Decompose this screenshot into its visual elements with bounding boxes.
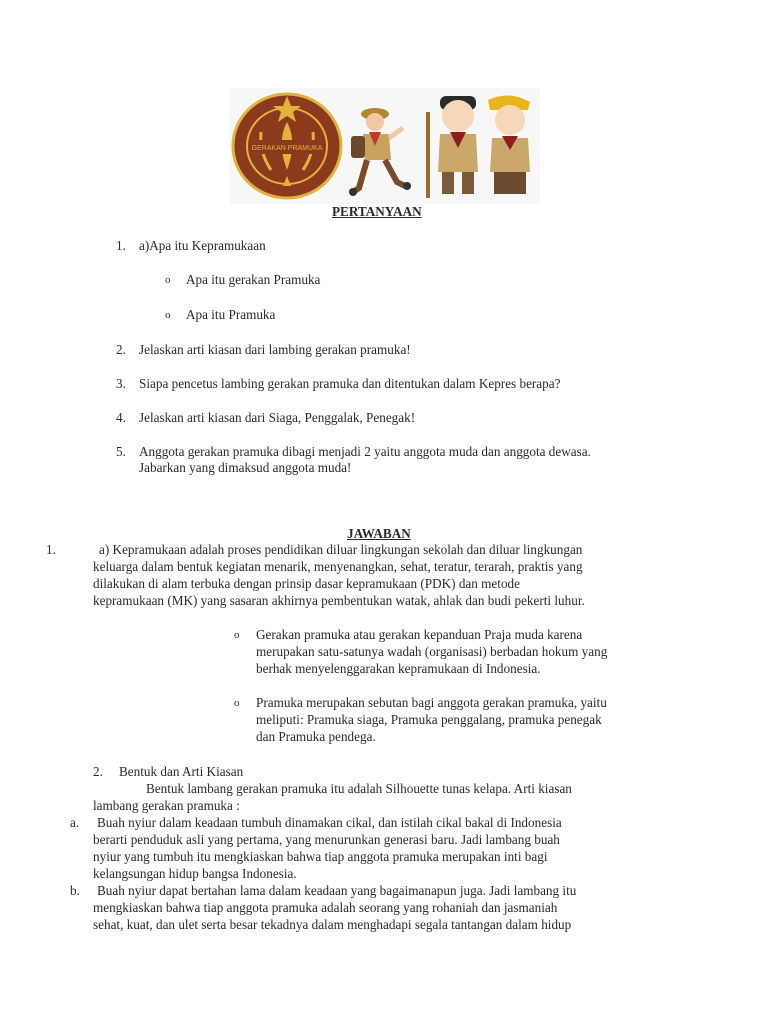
q3-number: 3. — [116, 376, 126, 391]
answer-2-intro-line: Bentuk lambang gerakan pramuka itu adalah Silhouette tunas kelapa. Arti kiasan — [146, 781, 572, 796]
bullet-icon: o — [165, 274, 171, 286]
question-1: a)Apa itu Kepramukaan — [139, 238, 266, 253]
bullet-icon: o — [234, 629, 240, 641]
answer-2a-label: a. — [70, 815, 80, 830]
q1-number: 1. — [116, 238, 126, 253]
questions-title: PERTANYAAN — [332, 204, 422, 219]
answer-1-line: kepramukaan (MK) yang sasaran akhirnya pembentukan watak, ahlak dan budi pekerti luhur. — [93, 593, 585, 608]
answer-1-bullet-1-line: merupakan satu-satunya wadah (organisasi) berbadan hokum yang — [256, 644, 608, 659]
emblem-text: GERAKAN PRAMUKA — [251, 145, 323, 152]
answer-2a-line: berarti penduduk asli yang pertama, yang menurunkan generasi baru. Jadi lambang buah — [93, 832, 560, 847]
answer-2a-line: Buah nyiur dalam keadaan tumbuh dinamakan cikal, dan istilah cikal bakal di Indonesia — [97, 815, 562, 830]
question-1-sub-2: Apa itu Pramuka — [186, 307, 276, 322]
answer-1-line: a) Kepramukaan adalah proses pendidikan diluar lingkungan sekolah dan diluar lingkungan — [99, 542, 583, 557]
q2-number: 2. — [116, 342, 126, 357]
answer-2b-label: b. — [70, 883, 80, 898]
answer-2a-line: nyiur yang tumbuh itu mengkiaskan bahwa tiap anggota pramuka merupakan inti bagi — [93, 849, 548, 864]
answers-title: JAWABAN — [347, 526, 411, 541]
bullet-icon: o — [234, 697, 240, 709]
answer-1-bullet-2-line: meliputi: Pramuka siaga, Pramuka penggalang, pramuka penegak — [256, 712, 602, 727]
question-4: Jelaskan arti kiasan dari Siaga, Penggalak, Penegak! — [139, 410, 416, 425]
question-1-sub-1: Apa itu gerakan Pramuka — [186, 272, 321, 287]
gerakan-pramuka-emblem — [231, 92, 343, 200]
a1-number: 1. — [46, 542, 56, 557]
question-2: Jelaskan arti kiasan dari lambing gerakan pramuka! — [139, 342, 411, 357]
q5-number: 5. — [116, 444, 126, 459]
question-5-line-1: Anggota gerakan pramuka dibagi menjadi 2 yaitu anggota muda dan anggota dewasa. — [139, 444, 591, 459]
answer-2a-line: kelangsungan hidup bangsa Indonesia. — [93, 866, 297, 881]
answer-1-bullet-1-line: berhak menyelenggarakan kepramukaan di Indonesia. — [256, 661, 541, 676]
answer-1-bullet-1-line: Gerakan pramuka atau gerakan kepanduan Praja muda karena — [256, 627, 583, 642]
answer-2-intro-line: lambang gerakan pramuka : — [93, 798, 240, 813]
q4-number: 4. — [116, 410, 126, 425]
answer-2b-line: sehat, kuat, dan ulet serta besar tekadnya dalam menghadapi segala tantangan dalam hidup — [93, 917, 572, 932]
answer-1-bullet-2-line: dan Pramuka pendega. — [256, 729, 376, 744]
answer-1-bullet-2-line: Pramuka merupakan sebutan bagi anggota gerakan pramuka, yaitu — [256, 695, 607, 710]
scout-boy-cartoon — [345, 102, 413, 198]
answer-1-line: keluarga dalam bentuk kegiatan menarik, menyenangkan, sehat, teratur, terarah, praktis yang — [93, 559, 583, 574]
a2-number: 2. — [93, 764, 103, 779]
scout-kids-cartoon — [418, 92, 538, 200]
bullet-icon: o — [165, 309, 171, 321]
question-5-line-2: Jabarkan yang dimaksud anggota muda! — [139, 460, 352, 475]
answer-2-title: Bentuk dan Arti Kiasan — [119, 764, 244, 779]
answer-1-line: dilakukan di alam terbuka dengan prinsip dasar kepramukaan (PDK) dan metode — [93, 576, 520, 591]
answer-2b-line: Buah nyiur dapat bertahan lama dalam keadaan yang bagaimanapun juga. Jadi lambang itu — [97, 883, 577, 898]
answer-2b-line: mengkiaskan bahwa tiap anggota pramuka adalah seorang yang rohaniah dan jasmaniah — [93, 900, 558, 915]
question-3: Siapa pencetus lambing gerakan pramuka dan ditentukan dalam Kepres berapa? — [139, 376, 561, 391]
